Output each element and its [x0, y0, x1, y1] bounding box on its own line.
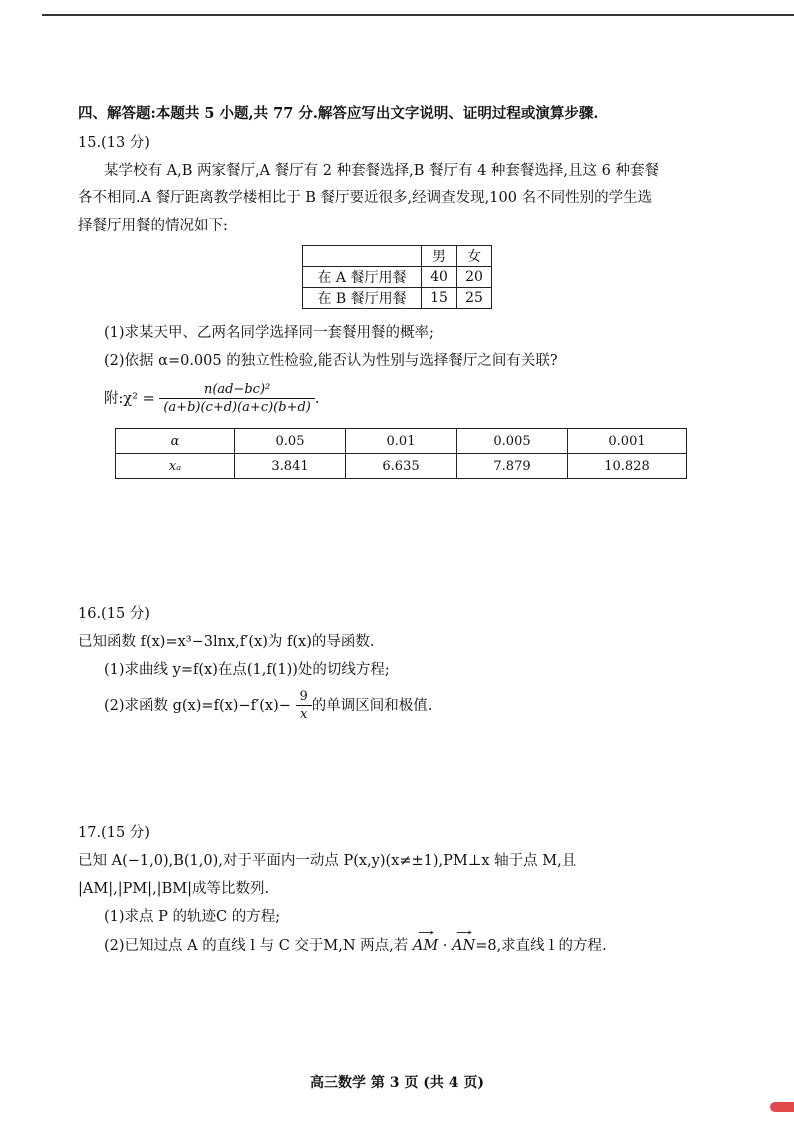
- q15-subquestion-2: (2)依据 α=0.005 的独立性检验,能否认为性别与选择餐厅之间有关联?: [104, 353, 558, 369]
- table-cell: 7.879: [457, 454, 568, 479]
- q15-paragraph-line-3: 择餐厅用餐的情况如下:: [78, 218, 228, 234]
- table-cell: 20: [457, 267, 492, 288]
- table-row: [303, 267, 492, 288]
- table-cell: 40: [422, 267, 457, 288]
- fraction-denominator: (a+b)(c+d)(a+c)(b+d): [159, 398, 315, 416]
- q16-subquestion-2: [104, 688, 432, 724]
- table-cell: α: [116, 429, 235, 454]
- sub2-prefix: (2)求函数 g(x)=f(x)−f′(x)−: [104, 698, 291, 714]
- q15-formula: [104, 381, 319, 417]
- table-header-row: [303, 246, 492, 267]
- formula-suffix: .: [314, 391, 320, 407]
- table-cell: 0.005: [457, 429, 568, 454]
- q17-line-1: 已知 A(−1,0),B(1,0),对于平面内一动点 P(x,y)(x≠±1),PM⊥x 轴于点 M,且: [78, 853, 577, 869]
- q15-paragraph-line-2: 各不相同.A 餐厅距离教学楼相比于 B 餐厅要近很多,经调查发现,100 名不同性别的学生选: [78, 190, 653, 206]
- formula-prefix: 附:χ² =: [104, 391, 155, 407]
- chi-square-fraction: [159, 382, 315, 416]
- fraction-numerator: n(ad−bc)²: [203, 382, 271, 397]
- q17-subquestion-2: [104, 936, 607, 956]
- q17-subquestion-1: (1)求点 P 的轨迹C 的方程;: [104, 909, 281, 925]
- q16-header: 16.(15 分): [78, 606, 150, 622]
- q16-line-1: 已知函数 f(x)=x³−3lnx,f′(x)为 f(x)的导函数.: [78, 634, 375, 650]
- q15-survey-table: [302, 245, 492, 309]
- dot-operator: ·: [438, 938, 453, 954]
- table-cell: 6.635: [346, 454, 457, 479]
- table-cell: 10.828: [568, 454, 687, 479]
- table-cell: 在 B 餐厅用餐: [303, 288, 422, 309]
- top-border-line: [42, 14, 794, 16]
- sub2-suffix: 的单调区间和极值.: [311, 698, 433, 714]
- q15-paragraph-line-1: 某学校有 A,B 两家餐厅,A 餐厅有 2 种套餐选择,B 餐厅有 4 种套餐选择,且这 6 种套餐: [104, 163, 659, 179]
- table-cell: xₐ: [116, 454, 235, 479]
- q15-critical-value-table: [115, 428, 687, 479]
- q15-header: 15.(13 分): [78, 135, 150, 151]
- vector-am: → AM: [413, 936, 438, 956]
- q17-line-2: |AM|,|PM|,|BM|成等比数列.: [78, 881, 270, 897]
- q17-header: 17.(15 分): [78, 825, 150, 841]
- table-cell: 15: [422, 288, 457, 309]
- table-cell: 0.05: [235, 429, 346, 454]
- table-header-cell: [303, 246, 422, 267]
- table-cell: 25: [457, 288, 492, 309]
- q16-subquestion-1: (1)求曲线 y=f(x)在点(1,f(1))处的切线方程;: [104, 662, 390, 678]
- table-header-cell: 女: [457, 246, 492, 267]
- table-cell: 在 A 餐厅用餐: [303, 267, 422, 288]
- table-cell: 3.841: [235, 454, 346, 479]
- table-cell: 0.01: [346, 429, 457, 454]
- table-row: [116, 454, 687, 479]
- sub2-suffix: =8,求直线 l 的方程.: [475, 938, 607, 954]
- table-cell: 0.001: [568, 429, 687, 454]
- fraction-denominator: x: [296, 705, 312, 723]
- page-footer: 高三数学 第 3 页 (共 4 页): [310, 1075, 484, 1091]
- corner-tab-mark: [770, 1102, 794, 1112]
- nine-over-x-fraction: [296, 689, 312, 723]
- table-row: [116, 429, 687, 454]
- sub2-prefix: (2)已知过点 A 的直线 l 与 C 交于M,N 两点,若: [104, 938, 413, 954]
- table-row: [303, 288, 492, 309]
- q15-subquestion-1: (1)求某天甲、乙两名同学选择同一套餐用餐的概率;: [104, 325, 434, 341]
- vector-an: → AN: [452, 936, 475, 956]
- section-heading: 四、解答题:本题共 5 小题,共 77 分.解答应写出文字说明、证明过程或演算步骤.: [78, 105, 599, 122]
- table-header-cell: 男: [422, 246, 457, 267]
- fraction-numerator: 9: [299, 689, 308, 704]
